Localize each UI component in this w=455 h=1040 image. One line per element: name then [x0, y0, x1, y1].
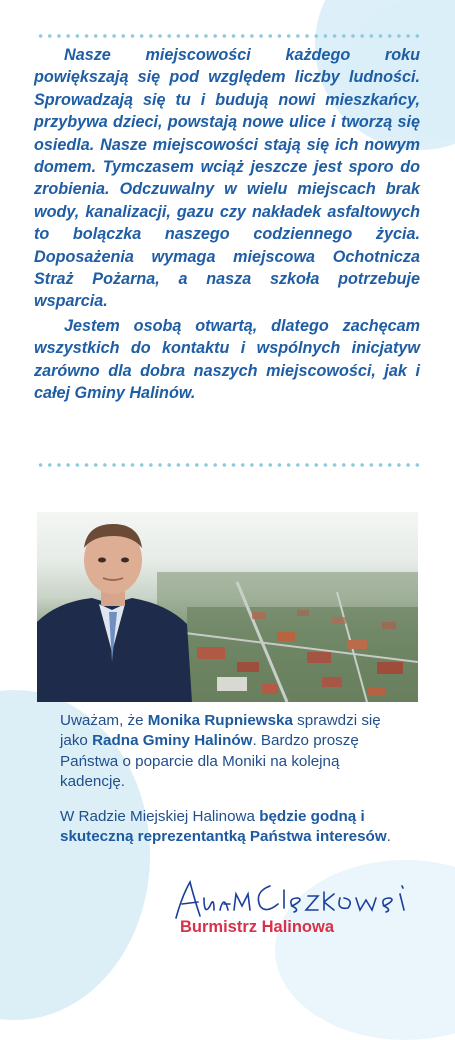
intro-paragraph-1: Nasze miejscowości każdego roku powiększają się pod względem liczby ludności. Sprowadzają się tu i budują nowi mieszkańcy, przybywa dzieci, powstają nowe ulice i tworzą się osiedla. Nasze miejscowości stają się ich nowym domem. Tymczasem wciąż jeszcze jest sporo do zrobienia. Odczuwalny w wielu miejscach brak wody, kanalizacji, gazu czy nakładek asfaltowych to bolączka naszego codziennego życia. Doposażenia wymaga miejscowa Ochotnicza Straż Pożarna, a nasza szkoła potrzebuje wsparcia. — [34, 46, 420, 311]
quote2-emphasis: będzie godną i skuteczną reprezentantką Państwa interesów — [60, 808, 387, 846]
candidate-name: Monika Rupniewska — [147, 712, 293, 729]
dotted-divider-top — [36, 34, 420, 38]
quote1-part-c: sprawdzi się jako — [60, 712, 381, 750]
photo-illustration — [37, 512, 418, 702]
signatory-title: Burmistrz Halinowa — [180, 918, 335, 936]
dotted-divider-bottom — [36, 463, 420, 467]
handwritten-signature — [170, 876, 410, 924]
quote1-part-e: . Bardzo proszę Państwa o poparcie dla Moniki na kolejną kadencję. — [60, 732, 359, 790]
mayor-photo-with-town-aerial — [37, 512, 418, 702]
quote2-part-c: . — [386, 828, 391, 846]
intro-text — [34, 44, 420, 405]
office-title: Radna Gminy Halinów — [92, 732, 253, 750]
endorsement-quote-1 — [60, 711, 405, 792]
endorsement-quote-2 — [60, 807, 405, 848]
quote1-part-a: Uważam, że — [60, 712, 148, 729]
quote2-part-a: W Radzie Miejskiej Halinowa — [60, 808, 260, 825]
intro-paragraph-2: Jestem osobą otwartą, dlatego zachęcam wszystkich do kontaktu i wspólnych inicjatyw zarówno dla dobra naszych miejscowości, jak i całej Gminy Halinów. — [34, 316, 420, 403]
